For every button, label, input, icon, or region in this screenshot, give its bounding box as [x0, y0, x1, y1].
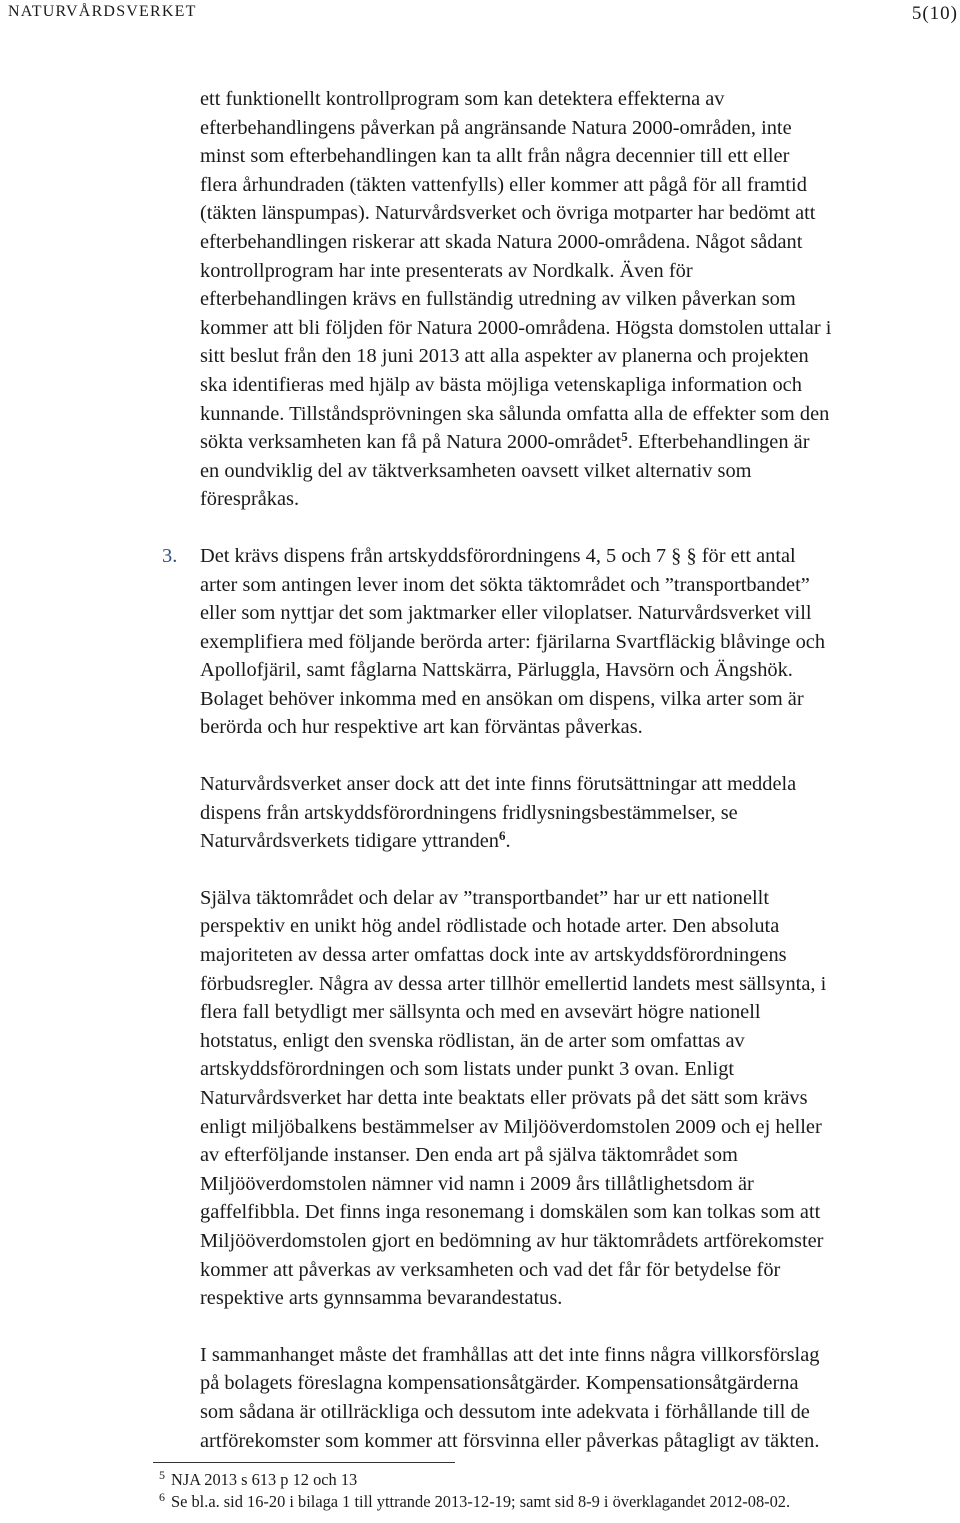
- text-line: Bolaget behöver inkomma med en ansökan om dispens, vilka arter som är: [200, 687, 804, 710]
- text-line: på bolagets föreslagna kompensationsåtgärder. Kompensationsåtgärderna: [200, 1372, 799, 1395]
- text-line: Det krävs dispens från artskyddsförordningens 4, 5 och 7 § § för ett antal: [200, 544, 796, 567]
- text-line: respektive arts gynnsamma bevarandestatus.: [200, 1287, 563, 1310]
- page-number: 5(10): [911, 3, 958, 24]
- footnote-ref-6[interactable]: 6: [498, 828, 506, 844]
- text-line: Själva täktområdet och delar av ”transportbandet” har ur ett nationellt: [200, 886, 770, 909]
- text-line: kunnande. Tillståndsprövningen ska sålunda omfatta alla de effekter som den: [200, 402, 830, 425]
- text-line: arter som antingen lever inom det sökta täktområdet och ”transportbandet”: [200, 573, 810, 596]
- footnote-5: [160, 1469, 790, 1491]
- text-line: kontrollprogram har inte presenterats av Nordkalk. Även för: [200, 259, 693, 282]
- text-line: hotstatus, enligt den svenska rödlistan, än de arter som omfattas av: [200, 1029, 745, 1052]
- text-line: (täkten länspumpas). Naturvårdsverket och övriga motparter har bedömt att: [200, 202, 816, 225]
- text-line: förespråkas.: [200, 488, 300, 511]
- text-fragment: Naturvårdsverkets tidigare yttranden: [200, 830, 499, 853]
- text-line: [200, 827, 960, 856]
- document-body: [162, 85, 960, 1455]
- text-line: dispens från artskyddsförordningens fridlysningsbestämmelser, se: [200, 801, 738, 824]
- list-number: 3.: [162, 544, 178, 567]
- footnote-separator: [153, 1462, 455, 1463]
- text-line: efterbehandlingen riskerar att skada Natura 2000-områdena. Något sådant: [200, 230, 803, 253]
- text-line: som sådana är otillräckliga och dessutom inte adekvata i förhållande till de: [200, 1400, 810, 1423]
- text-line: Naturvårdsverket anser dock att det inte finns förutsättningar att meddela: [200, 773, 797, 796]
- text-line: majoriteten av dessa arter omfattas dock inte av artskyddsförordningens: [200, 944, 787, 967]
- footnote-6: [160, 1491, 790, 1513]
- footnote-text: Se bl.a. sid 16-20 i bilaga 1 till yttrande 2013-12-19; samt sid 8-9 i överklagandet 2012-08-02.: [171, 1492, 791, 1511]
- text-line: Naturvårdsverket har detta inte beaktats eller prövats på det sätt som krävs: [200, 1087, 808, 1109]
- text-line: kommer att bli följden för Natura 2000-områdena. Högsta domstolen uttalar i: [200, 316, 832, 339]
- text-line: minst som efterbehandlingen kan ta allt från några decennier till ett eller: [200, 145, 790, 168]
- text-line: artförekomster som kommer att försvinna eller påverkas påtagligt av täkten.: [200, 1429, 820, 1452]
- organization-name: NATURVÅRDSVERKET: [8, 3, 197, 20]
- text-line: gaffelfibbla. Det finns inga resonemang i domskälen som kan tolkas som att: [200, 1201, 821, 1224]
- text-line: enligt miljöbalkens bestämmelser av Miljööverdomstolen 2009 och ej heller: [200, 1115, 822, 1138]
- list-item-3: [162, 542, 960, 742]
- text-line: perspektiv en unikt hög andel rödlistade och hotade arter. Den absoluta: [200, 915, 780, 938]
- text-line: Miljööverdomstolen gjort en bedömning av hur täktområdets artförekomster: [200, 1229, 824, 1252]
- paragraph-3: [200, 884, 960, 1313]
- text-line: eller som nyttjar det som jaktmarker eller viloplatser. Naturvårdsverket vill: [200, 602, 812, 625]
- text-line: I sammanhanget måste det framhållas att det inte finns några villkorsförslag: [200, 1343, 820, 1366]
- footnote-number: 6: [159, 1490, 165, 1504]
- text-fragment: .: [505, 830, 511, 853]
- footnote-ref-5[interactable]: 5: [621, 429, 628, 445]
- text-line: efterbehandlingen krävs en fullständig utredning av vilken påverkan som: [200, 288, 796, 311]
- text-line: efterbehandlingens påverkan på angränsande Natura 2000-områden, inte: [200, 116, 792, 139]
- text-line: kommer att påverkas av verksamheten och vad det får för betydelse för: [200, 1258, 781, 1281]
- text-line: exemplifiera med följande berörda arter: fjärilarna Svartfläckig blåvinge och: [200, 630, 826, 653]
- text-fragment: . Efterbehandlingen är: [627, 431, 810, 454]
- text-line: ska identifieras med hjälp av bästa möjliga vetenskapliga information och: [200, 373, 802, 396]
- text-fragment: sökta verksamheten kan få på Natura 2000-området: [200, 431, 622, 454]
- text-line: flera århundraden (täkten vattenfylls) eller kommer att pågå för all framtid: [200, 173, 807, 196]
- text-line: berörda och hur respektive art kan förväntas påverkas.: [200, 716, 643, 739]
- footnote-text: NJA 2013 s 613 p 12 och 13: [171, 1470, 358, 1489]
- paragraph-2: [200, 770, 960, 856]
- paragraph-1: [200, 85, 960, 514]
- text-line: av efterföljande instanser. Den enda art på själva täktområdet som: [200, 1144, 738, 1167]
- page-header: [8, 3, 958, 29]
- text-line: artskyddsförordningen och som listats under punkt 3 ovan. Enligt: [200, 1058, 735, 1081]
- text-line: en oundviklig del av täktverksamheten oavsett vilket alternativ som: [200, 459, 752, 482]
- paragraph-4: [200, 1341, 960, 1455]
- text-line: [200, 428, 960, 457]
- text-line: ett funktionellt kontrollprogram som kan detektera effekterna av: [200, 88, 725, 110]
- footnote-number: 5: [159, 1468, 165, 1482]
- text-line: flera fall betydligt mer sällsynta och med en avsevärt högre nationell: [200, 1001, 761, 1024]
- text-line: Apollofjäril, samt fåglarna Nattskärra, Pärluggla, Havsörn och Ängshök.: [200, 659, 793, 682]
- text-line: sitt beslut från den 18 juni 2013 att alla aspekter av planerna och projekten: [200, 345, 809, 368]
- footnotes: [160, 1469, 790, 1513]
- text-line: Miljööverdomstolen nämner vid namn i 2009 års tillåtlighetsdom är: [200, 1172, 754, 1195]
- text-line: förbudsregler. Några av dessa arter tillhör emellertid landets mest sällsynta, i: [200, 972, 827, 995]
